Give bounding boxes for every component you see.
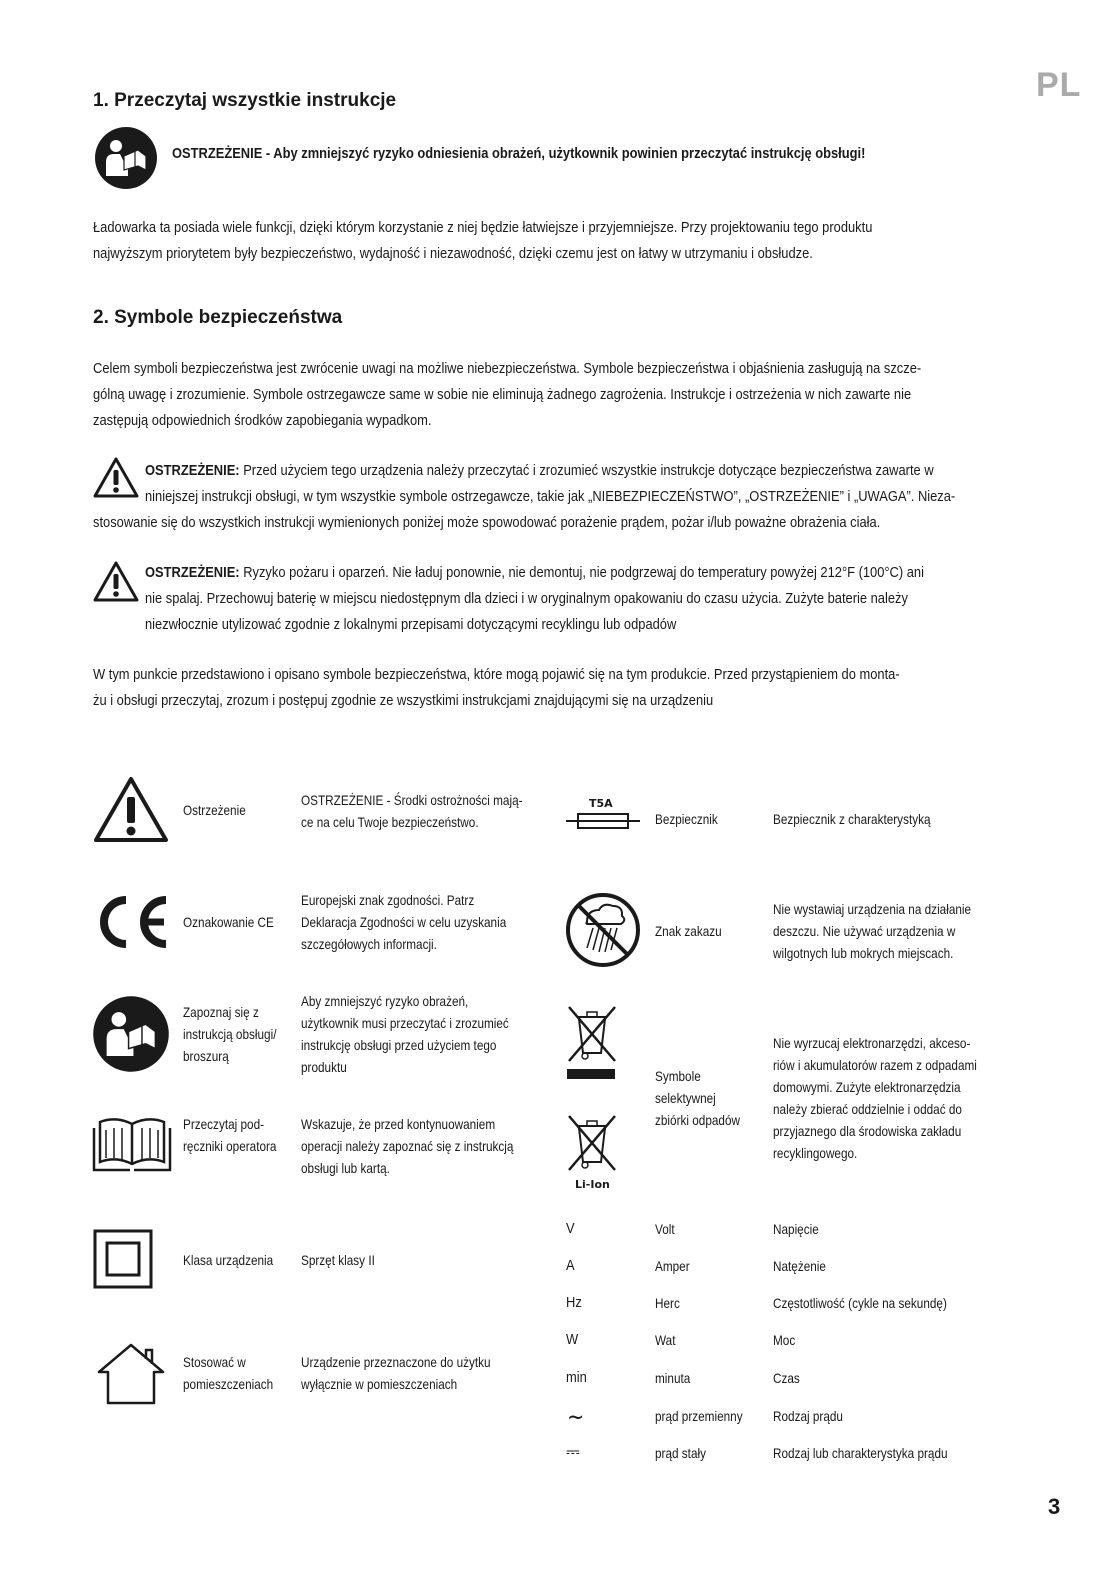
warning-triangle-icon — [93, 560, 139, 602]
symbol-name: Ostrzeżenie — [183, 802, 246, 818]
unit-desc: Rodzaj lub charakterystyka prądu — [773, 1445, 948, 1461]
outro-line-1: W tym punkcie przedstawiono i opisano symbole bezpieczeństwa, które mogą pojawić się na tym produkcie. Przed przystąpieniem do monta- — [93, 666, 900, 683]
warning-triangle-icon — [93, 775, 169, 843]
symbol-name: ręczniki operatora — [183, 1138, 277, 1154]
section2-heading: 2. Symbole bezpieczeństwa — [93, 307, 343, 328]
direct-current-icon: ⎓ — [566, 1439, 580, 1463]
warning1-line-2: niniejszej instrukcji obsługi, w tym wszystkie symbole ostrzegawcze, takie jak „NIEBEZPIECZEŃSTWO”, „OSTRZEŻENIE” i „UWAGA”. Nieza- — [145, 488, 956, 505]
warning1-line-1: OSTRZEŻENIE: Przed użyciem tego urządzenia należy przeczytać i zrozumieć wszystkie instrukcje dotyczące bezpieczeństwa zawarte w — [145, 462, 934, 479]
unit-desc: Czas — [773, 1370, 800, 1386]
symbol-desc: Europejski znak zgodności. Patrz — [301, 892, 475, 908]
unit-symbol: V — [566, 1220, 575, 1237]
section2-intro-line-1: Celem symboli bezpieczeństwa jest zwrócenie uwagi na możliwe niebezpieczeństwa. Symbole bezpieczeństwa i objaśnienia zasługują na szcze- — [93, 360, 922, 377]
symbol-desc: użytkownik musi przeczytać i zrozumieć — [301, 1015, 509, 1031]
unit-name: minuta — [655, 1370, 691, 1386]
symbol-desc: riów i akumulatorów razem z odpadami — [773, 1057, 977, 1073]
fuse-rating: T5A — [589, 797, 613, 810]
symbol-desc: produktu — [301, 1059, 347, 1075]
symbol-name: broszurą — [183, 1048, 229, 1064]
symbol-desc: recyklingowego. — [773, 1145, 858, 1161]
language-code: PL — [1036, 66, 1082, 104]
symbol-name: Symbole — [655, 1068, 701, 1084]
warning2-line-1: OSTRZEŻENIE: Ryzyko pożaru i oparzeń. Nie ładuj ponownie, nie demontuj, nie podgrzewaj do temperatury powyżej 212°F (100°C) ani — [145, 564, 924, 581]
symbol-desc: Nie wyrzucaj elektronarzędzi, akceso- — [773, 1035, 971, 1051]
unit-name: Amper — [655, 1258, 690, 1274]
unit-name: Wat — [655, 1332, 676, 1348]
symbol-name: selektywnej — [655, 1090, 716, 1106]
symbol-desc: Aby zmniejszyć ryzyko obrażeń, — [301, 993, 469, 1009]
read-manual-icon — [92, 995, 170, 1073]
symbol-desc: obsługi lub kartą. — [301, 1160, 390, 1176]
symbol-desc: Wskazuje, że przed kontynuowaniem — [301, 1116, 496, 1132]
no-rain-icon — [565, 892, 641, 968]
unit-name: prąd przemienny — [655, 1408, 743, 1424]
symbol-name: instrukcją obsługi/ — [183, 1026, 277, 1042]
section2-intro-line-3: zastępują odpowiednich środków zapobiegania wypadkom. — [93, 412, 432, 429]
intro-line-2: najwyższym priorytetem były bezpieczeństwo, wydajność i niezawodność, dzięki czemu jest on łatwy w utrzymaniu i obsłudze. — [93, 245, 813, 262]
symbol-desc: instrukcję obsługi przed użyciem tego — [301, 1037, 497, 1053]
indoor-house-icon — [96, 1342, 166, 1406]
class-ii-icon — [93, 1229, 153, 1289]
symbol-desc: Deklaracja Zgodności w celu uzyskania — [301, 914, 507, 930]
unit-symbol: Hz — [566, 1294, 582, 1311]
symbol-desc: wyłącznie w pomieszczeniach — [301, 1376, 458, 1392]
symbol-desc: OSTRZEŻENIE - Środki ostrożności mają- — [301, 792, 523, 808]
symbol-name: pomieszczeniach — [183, 1376, 274, 1392]
unit-name: Volt — [655, 1221, 675, 1237]
symbol-desc: operacji należy zapoznać się z instrukcją — [301, 1138, 514, 1154]
unit-symbol: A — [566, 1257, 575, 1274]
alternating-current-icon: ~ — [567, 1403, 585, 1431]
symbol-desc: wilgotnych lub mokrych miejscach. — [773, 945, 954, 961]
symbol-name: Znak zakazu — [655, 923, 722, 939]
symbol-desc: Nie wystawiaj urządzenia na działanie — [773, 901, 972, 917]
ce-mark-icon — [92, 892, 172, 952]
warning2-line-3: niezwłocznie utylizować zgodnie z lokalnymi przepisami dotyczącymi recyklingu lub odpadów — [145, 616, 677, 633]
symbol-name: Stosować w — [183, 1354, 246, 1370]
symbol-desc: należy zbierać oddzielnie i oddać do — [773, 1101, 962, 1117]
intro-line-1: Ładowarka ta posiada wiele funkcji, dzięki którym korzystanie z niej będzie łatwiejsze i przyjemniejsze. Przy projektowaniu tego produktu — [93, 219, 873, 236]
outro-line-2: żu i obsługi przeczytaj, zrozum i postępuj zgodnie ze wszystkimi instrukcjami znajdującymi się na urządzeniu — [93, 692, 714, 709]
section1-heading: 1. Przeczytaj wszystkie instrukcje — [93, 90, 397, 111]
read-manual-icon — [94, 126, 158, 190]
unit-symbol: W — [566, 1331, 579, 1348]
weee-bin-icon — [565, 1112, 619, 1174]
symbol-desc: domowymi. Zużyte elektronarzędzia — [773, 1079, 961, 1095]
li-ion-label: Li-Ion — [575, 1178, 610, 1191]
unit-symbol: min — [566, 1369, 587, 1386]
open-book-icon — [92, 1114, 172, 1174]
unit-desc: Częstotliwość (cykle na sekundę) — [773, 1295, 947, 1311]
symbol-name: Przeczytaj pod- — [183, 1116, 265, 1132]
manual-warning-text: OSTRZEŻENIE - Aby zmniejszyć ryzyko odniesienia obrażeń, użytkownik powinien przeczytać instrukcję obsługi! — [172, 145, 866, 162]
symbol-name: Oznakowanie CE — [183, 914, 274, 930]
unit-desc: Natężenie — [773, 1258, 826, 1274]
symbol-desc: Urządzenie przeznaczone do użytku — [301, 1354, 491, 1370]
symbol-desc: Bezpiecznik z charakterystyką — [773, 811, 931, 827]
symbol-name: Klasa urządzenia — [183, 1252, 274, 1268]
symbol-desc: ce na celu Twoje bezpieczeństwo. — [301, 814, 479, 830]
symbol-desc: deszczu. Nie używać urządzenia w — [773, 923, 956, 939]
symbol-desc: szczegółowych informacji. — [301, 936, 437, 952]
page-number: 3 — [1048, 1494, 1061, 1519]
unit-desc: Napięcie — [773, 1221, 819, 1237]
warning1-line-3: stosowanie się do wszystkich instrukcji wymienionych poniżej może spowodować porażenie prądem, pożar i/lub poważne obrażenia ciała. — [93, 514, 881, 531]
symbol-name: Zapoznaj się z — [183, 1004, 259, 1020]
unit-name: prąd stały — [655, 1445, 706, 1461]
weee-bin-icon — [565, 1003, 619, 1081]
symbol-name: zbiórki odpadów — [655, 1112, 740, 1128]
symbol-desc: Sprzęt klasy II — [301, 1252, 375, 1268]
warning-triangle-icon — [93, 456, 139, 498]
unit-name: Herc — [655, 1295, 680, 1311]
unit-desc: Moc — [773, 1332, 796, 1348]
unit-desc: Rodzaj prądu — [773, 1408, 843, 1424]
symbol-name: Bezpiecznik — [655, 811, 718, 827]
symbol-desc: przyjaznego dla środowiska zakładu — [773, 1123, 962, 1139]
warning2-line-2: nie spalaj. Przechowuj baterię w miejscu niedostępnym dla dzieci i w oryginalnym opakowaniu do czasu użycia. Zużyte baterie należy — [145, 590, 908, 607]
section2-intro-line-2: gólną uwagę i zrozumienie. Symbole ostrzegawcze same w sobie nie eliminują żadnego zagrożenia. Instrukcje i ostrzeżenia w nich zawarte nie — [93, 386, 912, 403]
